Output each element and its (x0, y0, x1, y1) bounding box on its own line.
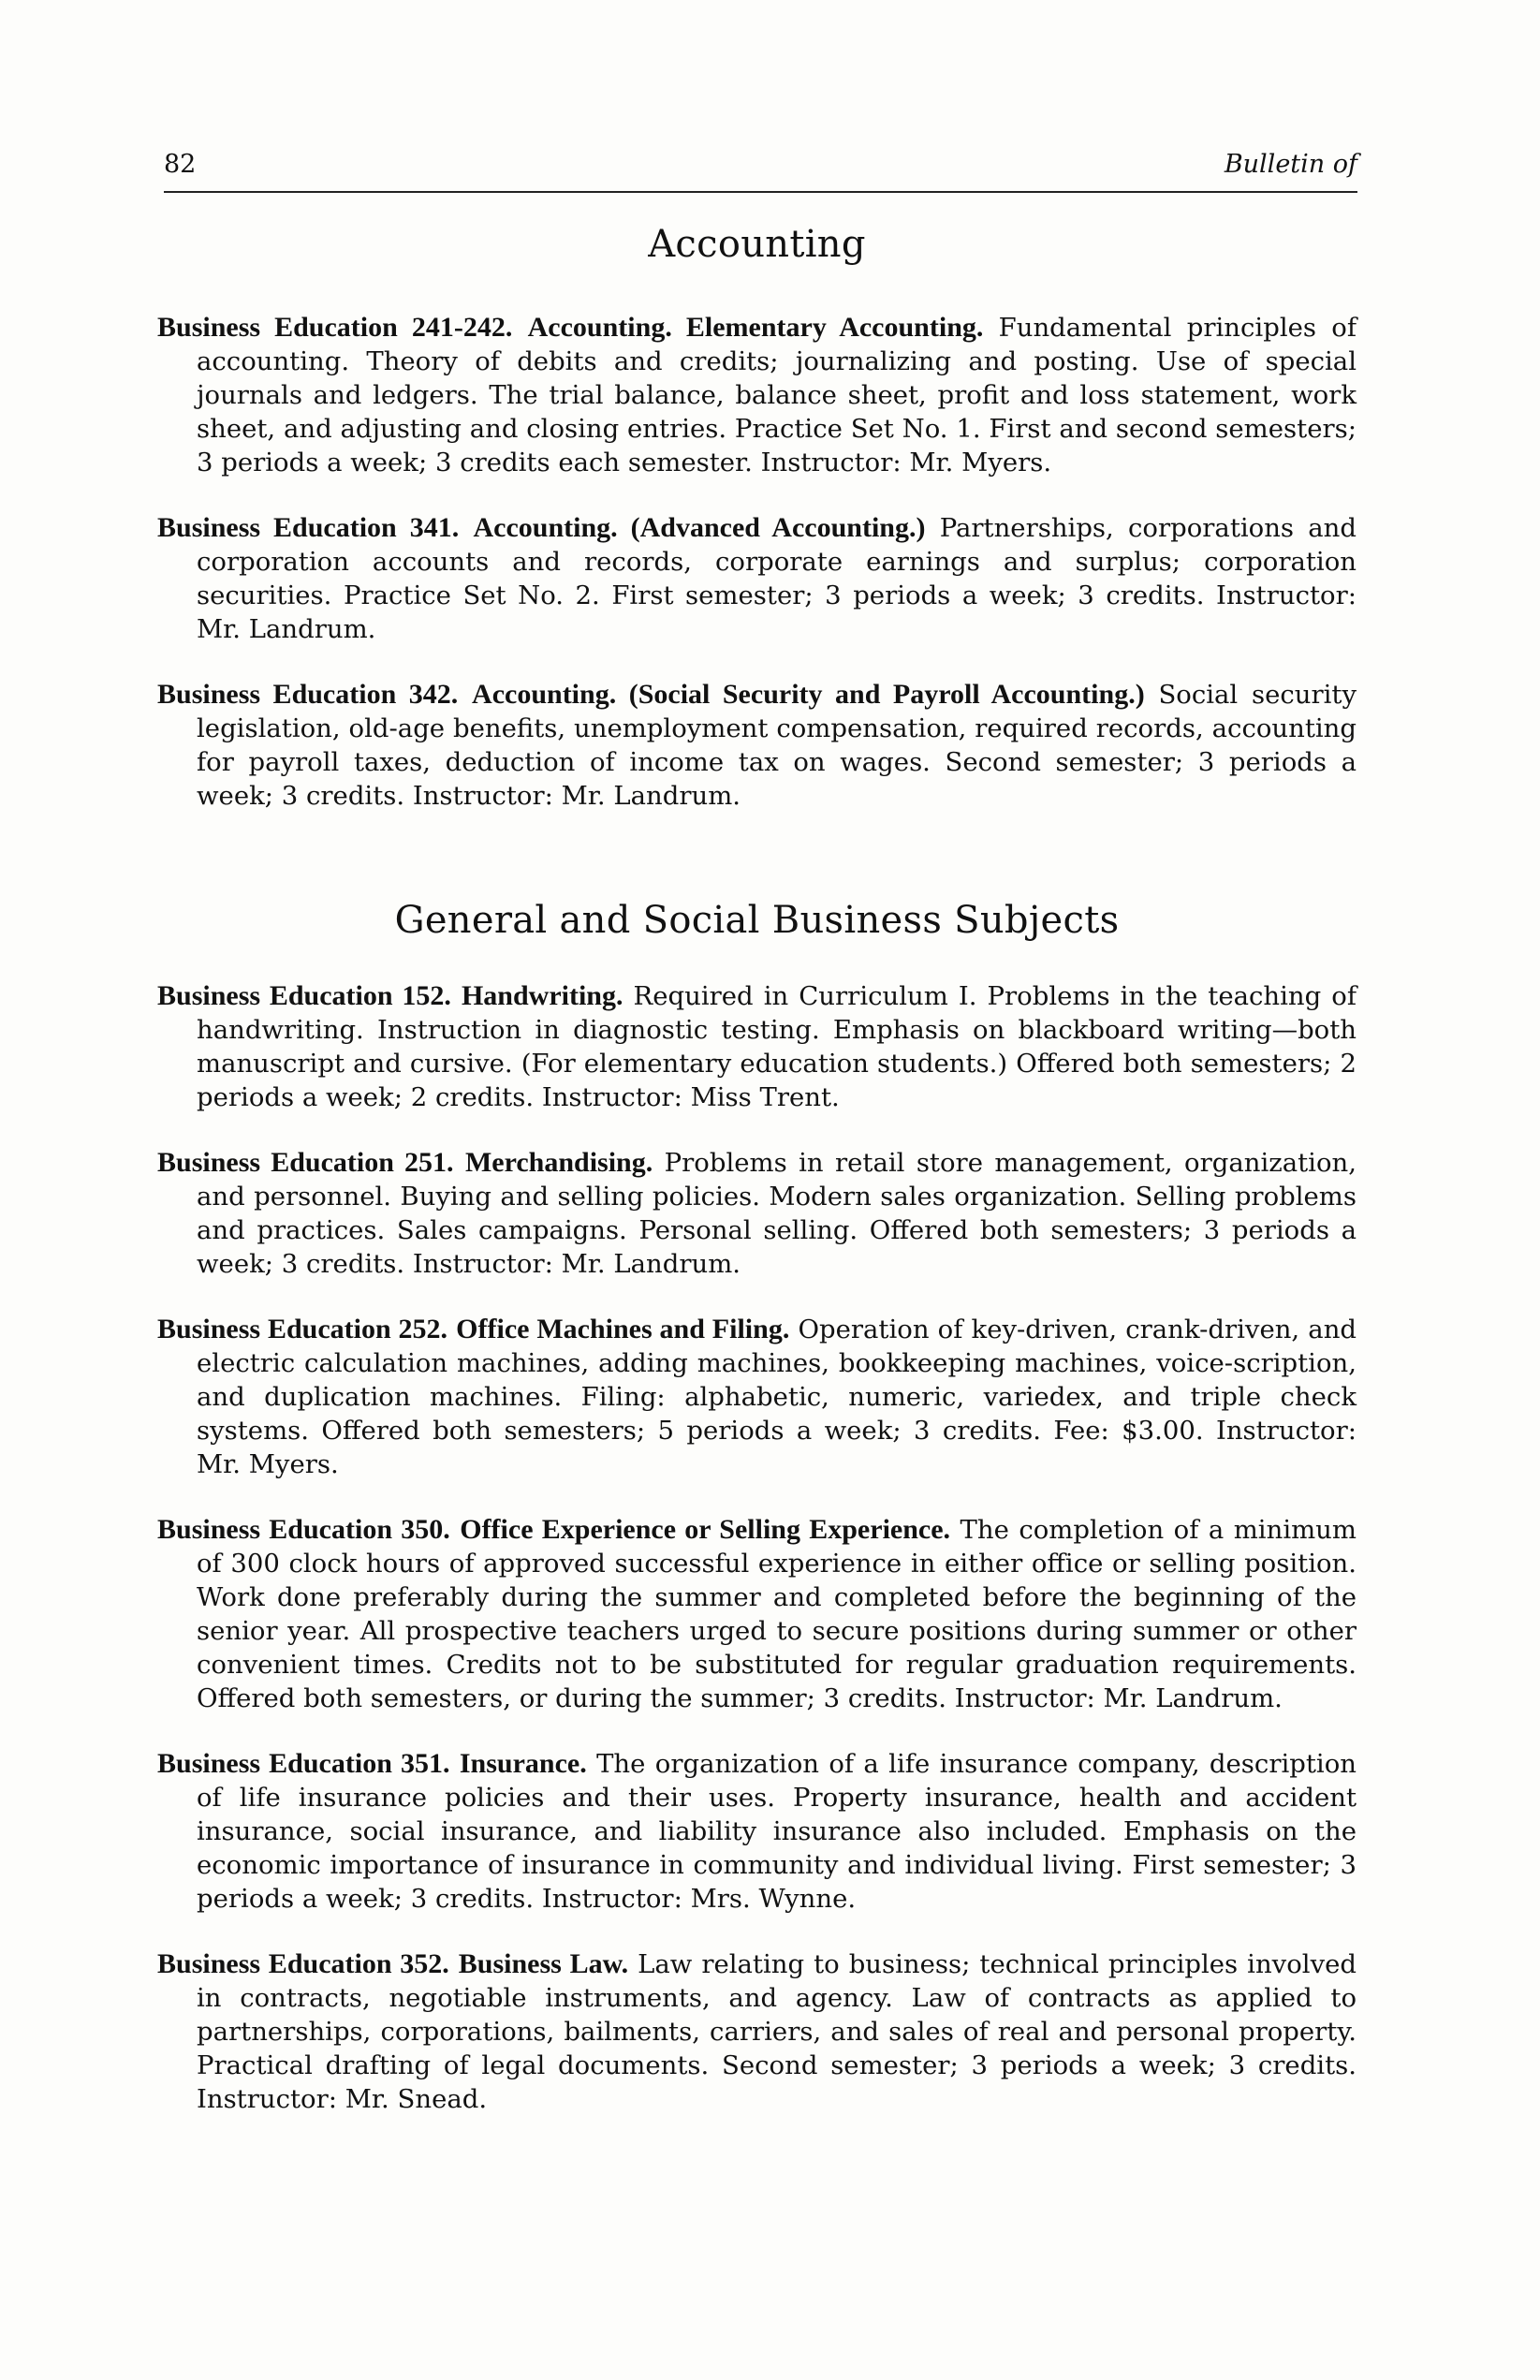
course-title: Merchandising. (464, 1147, 653, 1178)
course-entry (157, 979, 1357, 1114)
course-entry (157, 311, 1357, 479)
course-entry (157, 1513, 1357, 1715)
course-title: Accounting. Elementary Accounting. (527, 312, 984, 343)
page-content (157, 223, 1357, 2148)
course-description: The completion of a minimum of 300 clock hours of approved successful experience in either office or selling position. Work done preferably during the summer and completed before the beginning of the senior year. All prospective teachers urged to secure positions during summer or other convenient times. Credits not to be substituted for regular graduation requirements. Offered both semesters, or during the summer; 3 credits. Instructor: Mr. Landrum. (197, 1515, 1357, 1713)
course-title: Insurance. (459, 1748, 587, 1779)
course-title: Business Law. (458, 1948, 629, 1979)
course-code: Business Education 350. (157, 1514, 450, 1545)
course-code: Business Education 351. (157, 1748, 450, 1779)
course-entry (157, 511, 1357, 646)
course-entry (157, 1313, 1357, 1481)
course-code: Business Education 241-242. (157, 312, 513, 343)
journal-title: Bulletin of (1224, 150, 1357, 179)
course-title: Office Machines and Filing. (456, 1314, 790, 1344)
page-number: 82 (164, 150, 197, 179)
course-entry (157, 1947, 1357, 2116)
course-title: Accounting. (Social Security and Payroll Accounting.) (472, 679, 1145, 710)
course-description: Required in Curriculum I. Problems in the teaching of handwriting. Instruction in diagnostic testing. Emphasis on blackboard writing—both manuscript and cursive. (For elementary education students.) Offered both semesters; 2 periods a week; 2 credits. Instructor: Miss Trent. (197, 981, 1357, 1112)
course-code: Business Education 342. (157, 679, 459, 710)
course-code: Business Education 352. (157, 1948, 449, 1979)
course-title: Accounting. (Advanced Accounting.) (473, 512, 926, 543)
section-title-general-social-business: General and Social Business Subjects (394, 899, 1120, 942)
section-title-accounting: Accounting (648, 223, 866, 266)
course-description: Social security legislation, old-age benefits, unemployment compensation, required records, accounting for payroll taxes, deduction of income tax on wages. Second semester; 3 periods a week; 3 credits. Instructor: Mr. Landrum. (197, 680, 1357, 811)
course-entry (157, 678, 1357, 813)
course-code: Business Education 152. (157, 980, 451, 1011)
course-description: Operation of key-driven, crank-driven, and electric calculation machines, adding machines, bookkeeping machines, voice-scription, and duplication machines. Filing: alphabetic, numeric, variedex, and triple check systems. Offered both semesters; 5 periods a week; 3 credits. Fee: $3.00. Instructor: Mr. Myers. (197, 1315, 1357, 1479)
course-code: Business Education 251. (157, 1147, 454, 1178)
course-description: Law relating to business; technical principles involved in contracts, negotiable instruments, and agency. Law of contracts as applied to partnerships, corporations, bailments, carriers, and sales of real and personal property. Practical drafting of legal documents. Second semester; 3 periods a week; 3 credits. Instructor: Mr. Snead. (197, 1949, 1357, 2114)
course-description: The organization of a life insurance company, description of life insurance policies and their uses. Property insurance, health and accident insurance, social insurance, and liability insurance also included. Emphasis on the economic importance of insurance in community and individual living. First semester; 3 periods a week; 3 credits. Instructor: Mrs. Wynne. (197, 1749, 1357, 1914)
course-description: Problems in retail store management, organization, and personnel. Buying and selling policies. Modern sales organization. Selling problems and practices. Sales campaigns. Personal selling. Offered both semesters; 3 periods a week; 3 credits. Instructor: Mr. Landrum. (197, 1148, 1357, 1279)
course-entry (157, 1146, 1357, 1281)
course-title: Office Experience or Selling Experience. (460, 1514, 951, 1545)
course-description: Fundamental principles of accounting. Theory of debits and credits; journalizing and posting. Use of special journals and ledgers. The trial balance, balance sheet, profit and loss statement, work sheet, and adjusting and closing entries. Practice Set No. 1. First and second semesters; 3 periods a week; 3 credits each semester. Instructor: Mr. Myers. (197, 313, 1357, 477)
course-entry (157, 1747, 1357, 1916)
course-title: Handwriting. (461, 980, 623, 1011)
course-description: Partnerships, corporations and corporation accounts and records, corporate earnings and surplus; corporation securities. Practice Set No. 2. First semester; 3 periods a week; 3 credits. Instructor: Mr. Landrum. (197, 513, 1357, 644)
running-head (164, 150, 1357, 193)
course-code: Business Education 252. (157, 1314, 448, 1344)
course-code: Business Education 341. (157, 512, 460, 543)
